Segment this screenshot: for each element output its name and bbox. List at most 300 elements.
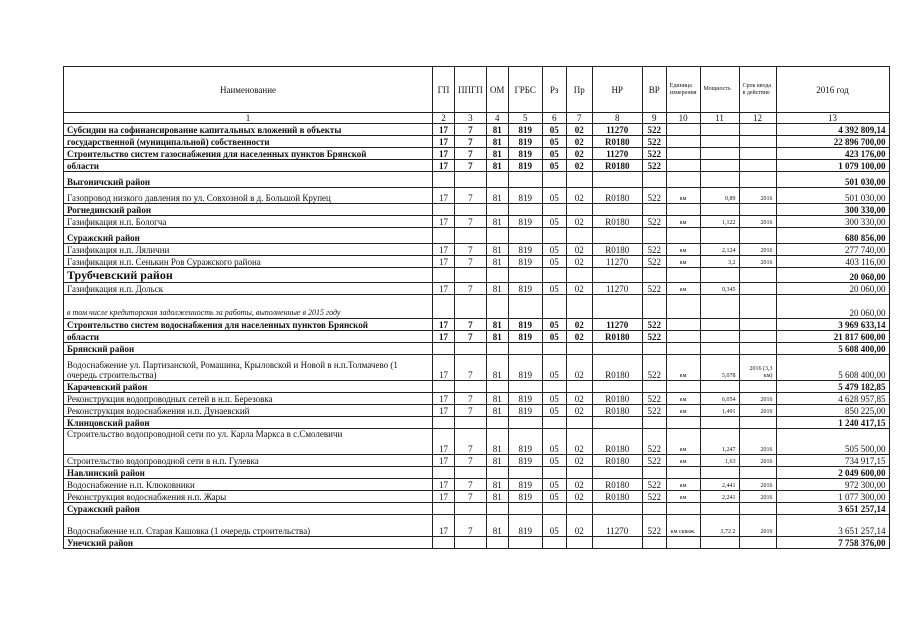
grbs-cell: 819 — [508, 244, 542, 256]
term-cell — [739, 148, 776, 160]
gp-cell — [433, 537, 455, 549]
ppgp-cell — [455, 204, 487, 216]
power-cell: 1,491 — [700, 405, 739, 417]
gp-cell — [433, 381, 455, 393]
unit-cell: км — [666, 244, 700, 256]
ppgp-cell: 7 — [455, 160, 487, 172]
unit-cell: км — [666, 429, 700, 455]
col-num: 2 — [433, 113, 455, 124]
power-cell — [700, 319, 739, 331]
om-cell — [486, 537, 508, 549]
gp-cell: 17 — [433, 148, 455, 160]
unit-cell: км — [666, 393, 700, 405]
amount-cell: 20 060,00 — [776, 268, 889, 283]
term-cell: 2016 — [739, 455, 776, 467]
rz-cell: 05 — [542, 256, 566, 268]
unit-cell: км — [666, 188, 700, 204]
row-name: Строительство водопроводной сети в н.п. Гулевка — [64, 455, 433, 467]
nr-cell: R0180 — [592, 188, 642, 204]
unit-cell — [666, 467, 700, 479]
power-cell — [700, 503, 739, 515]
table-row — [64, 537, 890, 549]
table-row — [64, 467, 890, 479]
row-name: Газификация н.п. Сенькин Ров Суражского района — [64, 256, 433, 268]
vr-cell — [642, 228, 666, 244]
col-header-term: Срок ввода в действие — [739, 67, 776, 113]
vr-cell: 522 — [642, 429, 666, 455]
gp-cell: 17 — [433, 355, 455, 381]
om-cell: 81 — [486, 429, 508, 455]
col-header-unit: Единица измерения — [666, 67, 700, 113]
rz-cell — [542, 467, 566, 479]
om-cell: 81 — [486, 393, 508, 405]
om-cell: 81 — [486, 283, 508, 295]
row-name: Субсидии на софинансирование капитальных вложений в объекты — [64, 124, 433, 136]
ppgp-cell: 7 — [455, 355, 487, 381]
ppgp-cell: 7 — [455, 256, 487, 268]
gp-cell: 17 — [433, 393, 455, 405]
unit-cell — [666, 160, 700, 172]
om-cell — [486, 503, 508, 515]
pr-cell — [566, 537, 592, 549]
om-cell — [486, 295, 508, 319]
pr-cell: 02 — [566, 331, 592, 343]
amount-cell: 4 628 957,85 — [776, 393, 889, 405]
om-cell: 81 — [486, 136, 508, 148]
col-num: 9 — [642, 113, 666, 124]
ppgp-cell: 7 — [455, 331, 487, 343]
amount-cell: 5 479 182,85 — [776, 381, 889, 393]
pr-cell: 02 — [566, 319, 592, 331]
table-row — [64, 319, 890, 331]
table-row — [64, 172, 890, 188]
row-name: Газификация н.п. Лялични — [64, 244, 433, 256]
rz-cell: 05 — [542, 355, 566, 381]
unit-cell: км — [666, 256, 700, 268]
table-row — [64, 216, 890, 228]
pr-cell — [566, 381, 592, 393]
vr-cell: 522 — [642, 319, 666, 331]
om-cell: 81 — [486, 188, 508, 204]
power-cell — [700, 268, 739, 283]
om-cell: 81 — [486, 319, 508, 331]
ppgp-cell — [455, 381, 487, 393]
rz-cell: 05 — [542, 160, 566, 172]
row-name: Брянский район — [64, 343, 433, 355]
rz-cell — [542, 268, 566, 283]
vr-cell — [642, 172, 666, 188]
amount-cell: 300 330,00 — [776, 204, 889, 216]
table-row — [64, 417, 890, 429]
col-num: 13 — [776, 113, 889, 124]
row-name: Навлинский район — [64, 467, 433, 479]
table-row — [64, 381, 890, 393]
term-cell — [739, 381, 776, 393]
grbs-cell — [508, 417, 542, 429]
rz-cell: 05 — [542, 319, 566, 331]
om-cell: 81 — [486, 160, 508, 172]
header-row — [64, 67, 890, 113]
table-row — [64, 124, 890, 136]
term-cell: 2016 — [739, 188, 776, 204]
pr-cell: 02 — [566, 479, 592, 491]
gp-cell: 17 — [433, 455, 455, 467]
power-cell: 3,2 — [700, 256, 739, 268]
col-num: 8 — [592, 113, 642, 124]
grbs-cell: 819 — [508, 479, 542, 491]
rz-cell: 05 — [542, 188, 566, 204]
row-name: Выгоничский район — [64, 172, 433, 188]
row-name: Суражский район — [64, 503, 433, 515]
grbs-cell — [508, 204, 542, 216]
vr-cell — [642, 467, 666, 479]
vr-cell: 522 — [642, 405, 666, 417]
pr-cell: 02 — [566, 393, 592, 405]
col-header-ppgp: ППГП — [455, 67, 487, 113]
table-row — [64, 503, 890, 515]
unit-cell — [666, 228, 700, 244]
rz-cell: 05 — [542, 216, 566, 228]
col-header-grbs: ГРБС — [508, 67, 542, 113]
nr-cell — [592, 467, 642, 479]
vr-cell: 522 — [642, 479, 666, 491]
rz-cell — [542, 381, 566, 393]
rz-cell: 05 — [542, 124, 566, 136]
gp-cell: 17 — [433, 256, 455, 268]
grbs-cell — [508, 537, 542, 549]
power-cell — [700, 160, 739, 172]
gp-cell: 17 — [433, 405, 455, 417]
power-cell — [700, 228, 739, 244]
nr-cell — [592, 204, 642, 216]
term-cell — [739, 417, 776, 429]
unit-cell — [666, 503, 700, 515]
term-cell: 2016 — [739, 429, 776, 455]
unit-cell: км скваж. — [666, 515, 700, 537]
unit-cell: км — [666, 216, 700, 228]
row-name: Водоснабжение н.п. Старая Кашовка (1 очередь строительства) — [64, 515, 433, 537]
rz-cell — [542, 537, 566, 549]
rz-cell — [542, 503, 566, 515]
nr-cell: R0180 — [592, 405, 642, 417]
table-row — [64, 283, 890, 295]
om-cell — [486, 228, 508, 244]
vr-cell: 522 — [642, 331, 666, 343]
pr-cell: 02 — [566, 491, 592, 503]
term-cell: 2016 — [739, 244, 776, 256]
power-cell: 0,89 — [700, 188, 739, 204]
amount-cell: 21 817 600,00 — [776, 331, 889, 343]
row-name: Строительство систем водоснабжения для населенных пунктов Брянской — [64, 319, 433, 331]
om-cell — [486, 381, 508, 393]
row-name: области — [64, 331, 433, 343]
gp-cell — [433, 172, 455, 188]
pr-cell — [566, 343, 592, 355]
vr-cell: 522 — [642, 160, 666, 172]
pr-cell: 02 — [566, 355, 592, 381]
col-header-om: ОМ — [486, 67, 508, 113]
col-header-year: 2016 год — [776, 67, 889, 113]
rz-cell: 05 — [542, 331, 566, 343]
pr-cell: 02 — [566, 188, 592, 204]
unit-cell — [666, 295, 700, 319]
om-cell: 81 — [486, 148, 508, 160]
gp-cell: 17 — [433, 429, 455, 455]
table-row — [64, 343, 890, 355]
pr-cell: 02 — [566, 429, 592, 455]
row-name: Газификация н.п. Дольск — [64, 283, 433, 295]
table-row — [64, 355, 890, 381]
amount-cell: 505 500,00 — [776, 429, 889, 455]
pr-cell: 02 — [566, 244, 592, 256]
unit-cell — [666, 204, 700, 216]
ppgp-cell: 7 — [455, 479, 487, 491]
term-cell: 2016 — [739, 393, 776, 405]
grbs-cell: 819 — [508, 256, 542, 268]
table-row — [64, 188, 890, 204]
vr-cell: 522 — [642, 216, 666, 228]
grbs-cell: 819 — [508, 160, 542, 172]
vr-cell — [642, 381, 666, 393]
ppgp-cell — [455, 268, 487, 283]
power-cell: 2,441 — [700, 479, 739, 491]
rz-cell — [542, 343, 566, 355]
vr-cell: 522 — [642, 455, 666, 467]
term-cell — [739, 343, 776, 355]
gp-cell — [433, 295, 455, 319]
power-cell — [700, 204, 739, 216]
nr-cell — [592, 268, 642, 283]
grbs-cell: 819 — [508, 148, 542, 160]
table-row — [64, 479, 890, 491]
amount-cell: 3 969 633,14 — [776, 319, 889, 331]
amount-cell: 501 030,00 — [776, 172, 889, 188]
grbs-cell: 819 — [508, 331, 542, 343]
nr-cell: R0180 — [592, 216, 642, 228]
row-name: Строительство водопроводной сети по ул. Карла Маркса в с.Смолевичи — [64, 429, 433, 455]
vr-cell: 522 — [642, 393, 666, 405]
grbs-cell — [508, 295, 542, 319]
term-cell — [739, 204, 776, 216]
ppgp-cell: 7 — [455, 136, 487, 148]
rz-cell — [542, 295, 566, 319]
unit-cell — [666, 268, 700, 283]
amount-cell: 1 240 417,15 — [776, 417, 889, 429]
grbs-cell: 819 — [508, 136, 542, 148]
nr-cell: 11270 — [592, 124, 642, 136]
vr-cell: 522 — [642, 355, 666, 381]
vr-cell — [642, 268, 666, 283]
row-name: Водоснабжение ул. Партизанской, Ромашина, Крыловской и Новой в н.п.Толмачево (1 очередь строительства) — [64, 355, 433, 381]
grbs-cell: 819 — [508, 188, 542, 204]
nr-cell: R0180 — [592, 331, 642, 343]
om-cell: 81 — [486, 331, 508, 343]
amount-cell: 423 176,00 — [776, 148, 889, 160]
ppgp-cell: 7 — [455, 393, 487, 405]
vr-cell: 522 — [642, 244, 666, 256]
budget-table — [63, 66, 890, 549]
unit-cell — [666, 172, 700, 188]
power-cell — [700, 467, 739, 479]
nr-cell: R0180 — [592, 355, 642, 381]
power-cell: 1,247 — [700, 429, 739, 455]
vr-cell: 522 — [642, 283, 666, 295]
rz-cell: 05 — [542, 244, 566, 256]
rz-cell — [542, 172, 566, 188]
vr-cell — [642, 537, 666, 549]
nr-cell: R0180 — [592, 455, 642, 467]
rz-cell: 05 — [542, 136, 566, 148]
rz-cell: 05 — [542, 515, 566, 537]
gp-cell: 17 — [433, 244, 455, 256]
row-name: Водоснабжение н.п. Клюковники — [64, 479, 433, 491]
grbs-cell — [508, 381, 542, 393]
ppgp-cell — [455, 467, 487, 479]
table-row — [64, 455, 890, 467]
power-cell — [700, 124, 739, 136]
ppgp-cell — [455, 172, 487, 188]
term-cell — [739, 172, 776, 188]
nr-cell: R0180 — [592, 479, 642, 491]
power-cell: 6,054 — [700, 393, 739, 405]
amount-cell: 3 651 257,14 — [776, 503, 889, 515]
vr-cell: 522 — [642, 256, 666, 268]
power-cell — [700, 172, 739, 188]
unit-cell — [666, 537, 700, 549]
amount-cell: 1 077 300,00 — [776, 491, 889, 503]
ppgp-cell: 7 — [455, 455, 487, 467]
term-cell: 2016 (3,3 км) — [739, 355, 776, 381]
vr-cell: 522 — [642, 491, 666, 503]
pr-cell: 02 — [566, 124, 592, 136]
amount-cell: 501 030,00 — [776, 188, 889, 204]
grbs-cell: 819 — [508, 491, 542, 503]
grbs-cell — [508, 343, 542, 355]
term-cell — [739, 319, 776, 331]
rz-cell: 05 — [542, 405, 566, 417]
pr-cell — [566, 268, 592, 283]
gp-cell: 17 — [433, 515, 455, 537]
om-cell — [486, 268, 508, 283]
gp-cell: 17 — [433, 283, 455, 295]
om-cell: 81 — [486, 244, 508, 256]
ppgp-cell — [455, 417, 487, 429]
amount-cell: 277 740,00 — [776, 244, 889, 256]
table-row — [64, 228, 890, 244]
col-num: 12 — [739, 113, 776, 124]
ppgp-cell — [455, 295, 487, 319]
gp-cell — [433, 503, 455, 515]
grbs-cell: 819 — [508, 216, 542, 228]
power-cell — [700, 295, 739, 319]
vr-cell — [642, 204, 666, 216]
table-row — [64, 136, 890, 148]
unit-cell — [666, 331, 700, 343]
pr-cell — [566, 295, 592, 319]
pr-cell: 02 — [566, 216, 592, 228]
nr-cell: 11270 — [592, 283, 642, 295]
table-row — [64, 405, 890, 417]
table-row — [64, 256, 890, 268]
amount-cell: 22 896 700,00 — [776, 136, 889, 148]
power-cell: 5,078 — [700, 355, 739, 381]
vr-cell — [642, 343, 666, 355]
gp-cell: 17 — [433, 491, 455, 503]
gp-cell: 17 — [433, 160, 455, 172]
vr-cell: 522 — [642, 148, 666, 160]
amount-cell: 680 856,00 — [776, 228, 889, 244]
term-cell: 2016 — [739, 216, 776, 228]
row-name: Реконструкция водоснабжения н.п. Жары — [64, 491, 433, 503]
amount-cell: 3 651 257,14 — [776, 515, 889, 537]
nr-cell — [592, 228, 642, 244]
term-cell — [739, 228, 776, 244]
gp-cell — [433, 467, 455, 479]
col-num: 3 — [455, 113, 487, 124]
nr-cell — [592, 381, 642, 393]
col-header-name: Наименование — [64, 67, 433, 113]
rz-cell: 05 — [542, 283, 566, 295]
gp-cell — [433, 417, 455, 429]
unit-cell: км — [666, 283, 700, 295]
table-row — [64, 244, 890, 256]
grbs-cell — [508, 172, 542, 188]
ppgp-cell: 7 — [455, 319, 487, 331]
power-cell — [700, 537, 739, 549]
power-cell — [700, 381, 739, 393]
grbs-cell: 819 — [508, 393, 542, 405]
term-cell — [739, 503, 776, 515]
rz-cell — [542, 417, 566, 429]
pr-cell — [566, 417, 592, 429]
amount-cell: 972 300,00 — [776, 479, 889, 491]
power-cell — [700, 343, 739, 355]
rz-cell: 05 — [542, 479, 566, 491]
pr-cell — [566, 503, 592, 515]
rz-cell — [542, 204, 566, 216]
grbs-cell — [508, 268, 542, 283]
gp-cell: 17 — [433, 136, 455, 148]
nr-cell — [592, 172, 642, 188]
pr-cell: 02 — [566, 515, 592, 537]
row-name: области — [64, 160, 433, 172]
col-num: 5 — [508, 113, 542, 124]
power-cell: 1,63 — [700, 455, 739, 467]
unit-cell: км — [666, 491, 700, 503]
vr-cell — [642, 295, 666, 319]
om-cell: 81 — [486, 515, 508, 537]
rz-cell: 05 — [542, 455, 566, 467]
grbs-cell: 819 — [508, 319, 542, 331]
vr-cell: 522 — [642, 188, 666, 204]
ppgp-cell: 7 — [455, 188, 487, 204]
nr-cell: R0180 — [592, 160, 642, 172]
row-name: Клинцовский район — [64, 417, 433, 429]
om-cell — [486, 172, 508, 188]
nr-cell: R0180 — [592, 393, 642, 405]
term-cell: 2016 — [739, 405, 776, 417]
om-cell: 81 — [486, 256, 508, 268]
amount-cell: 5 608 400,00 — [776, 355, 889, 381]
term-cell: 2016 — [739, 515, 776, 537]
pr-cell: 02 — [566, 256, 592, 268]
row-name: Суражский район — [64, 228, 433, 244]
row-name: Строительство систем газоснабжения для населенных пунктов Брянской — [64, 148, 433, 160]
pr-cell: 02 — [566, 405, 592, 417]
unit-cell — [666, 148, 700, 160]
rz-cell: 05 — [542, 393, 566, 405]
row-name: Газопровод низкого давления по ул. Совхозной в д. Большой Крупец — [64, 188, 433, 204]
